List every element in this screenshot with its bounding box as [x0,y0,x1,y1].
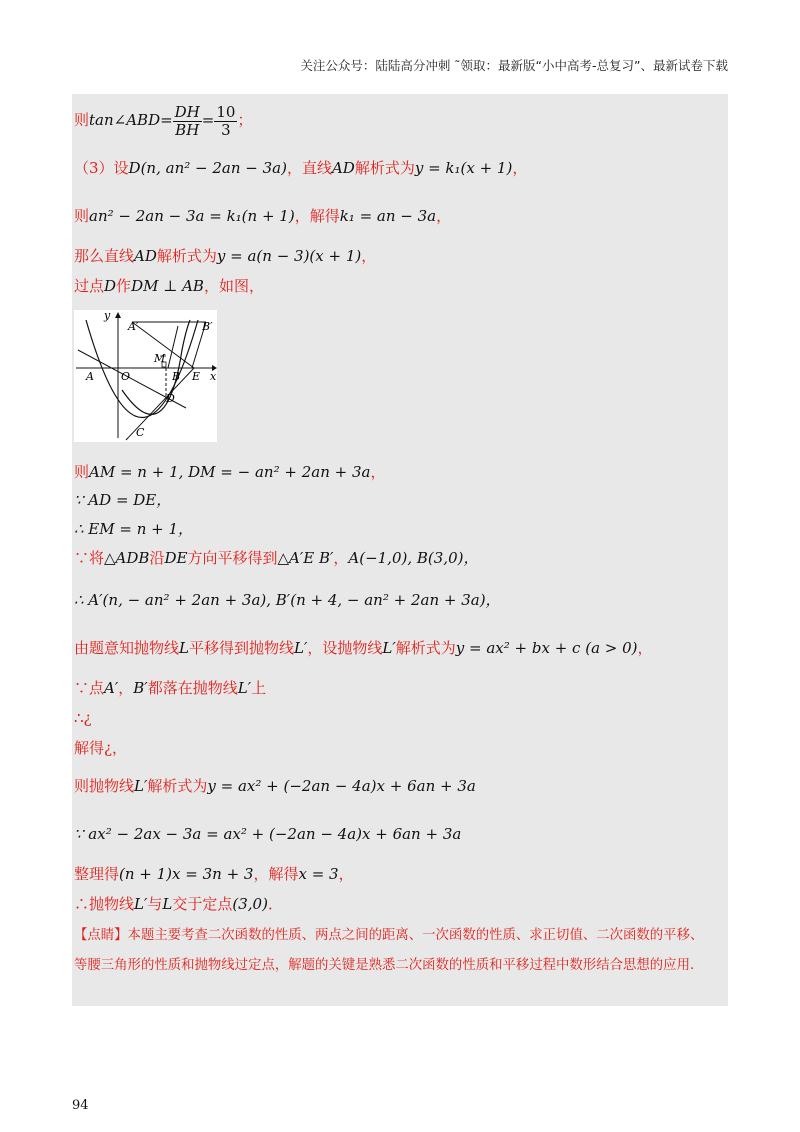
text: ， [512,159,528,177]
math: an² − 2an − 3a = k₁(n + 1) [89,207,295,225]
text: 解析式为 [395,639,456,657]
fraction-denominator: 3 [221,120,231,139]
text: ，直线 [286,159,332,177]
math: y = k₁(x + 1) [414,159,513,177]
text: ，解得 [253,865,299,883]
math: L′ [134,895,148,913]
line-solved: 解得¿， [74,739,128,757]
line-part3-setup [74,158,527,178]
math: L′ [237,679,252,697]
text: 整理得 [74,865,120,883]
line-fixed-point [74,894,283,914]
math: L [162,895,173,913]
segment-to-b [168,326,178,368]
line-l-prime-expression [74,776,476,796]
line-therefore: ∴¿ [74,709,92,727]
text: 作 [116,277,132,295]
fraction-10-3 [214,104,237,139]
math: x = 3 [298,865,339,883]
text: 解析式为 [147,777,208,795]
line-tan-result: 则tan∠ABD= $\frac{DH}{BH}$ = $\frac{10}{3}$ ； [74,102,253,139]
text: ， [361,247,377,265]
text: 与 [147,895,163,913]
text: 解析式为 [156,247,217,265]
math: AM = n + 1, DM = − an² + 2an + 3a [89,463,371,481]
label-b-prime: B′ [202,320,213,333]
label-y: y [104,310,111,322]
line-equation: ∵ ax² − 2ax − 3a = ax² + (−2an − 4a)x + 6an + 3a [74,825,462,843]
line-ad-expression [74,246,376,266]
text: 上 [251,679,267,697]
text: ∴抛物线 [74,895,135,913]
line-translate [74,548,478,568]
math: D [104,277,117,295]
math: DM ⊥ AB [131,277,204,295]
line-a-b-prime-coords: ∴ A′(n, − an² + 2an + 3a), B′(n + 4, − an² + 2an + 3a)， [74,591,501,609]
label-a: A [86,370,94,383]
math: D(n, an² − 2an − 3a) [128,159,287,177]
text: ． [267,895,283,913]
math: DE [164,549,188,567]
label-o: O [121,370,131,383]
y-axis-arrow [115,312,121,318]
text: ，解得 [294,207,340,225]
text: 则抛物线 [74,777,135,795]
text: 则 [74,207,90,225]
tan-expression: tan∠ABD= [89,111,173,129]
math: (n + 1)x = 3n + 3 [119,865,254,883]
line-am-dm [74,462,385,482]
text: ， [370,463,386,481]
label-b: B [172,370,181,383]
text: 平移得到抛物线 [188,639,294,657]
line-parabola-l-prime [74,638,653,658]
math: AD [134,247,157,265]
text: ， [637,639,653,657]
text: （3）设 [74,159,129,177]
label-c: C [136,426,145,439]
math: L′ [382,639,396,657]
label-m: M [154,352,166,365]
label-x: x [210,370,217,383]
text: 都落在抛物线 [147,679,238,697]
math: A(−1,0), B(3,0)， [348,549,479,567]
text: 那么直线 [74,247,135,265]
math: △ADB [104,549,150,567]
text: ， [338,865,354,883]
math: L′ [134,777,148,795]
text: ∵点 [74,679,105,697]
math: y = a(n − 3)(x + 1) [216,247,362,265]
text: ，如图， [203,277,264,295]
page-number: 94 [72,1098,89,1113]
text: 方向平移得到 [187,549,278,567]
fraction-numerator: 10 [216,102,236,121]
line-solve-k1 [74,206,451,226]
label-e: E [192,370,201,383]
text: 解析式为 [354,159,415,177]
math: y = ax² + bx + c (a > 0) [455,639,638,657]
text: 交于定点 [172,895,233,913]
math: B′ [133,679,148,697]
text: ， [118,679,134,697]
commentary-line-1: 【点睛】本题主要考查二次函数的性质、两点之间的距离、一次函数的性质、求正切值、二次函数的平移、 [74,928,704,943]
parabola-l-prime [122,320,190,414]
text: ， [436,207,452,225]
math: △A′E B′ [277,549,334,567]
text: ∵将 [74,549,105,567]
parabola-l [86,320,201,418]
fraction-denominator: BH [175,120,200,139]
fraction-dh-bh [173,104,202,139]
line-em: ∴ EM = n + 1， [74,520,194,538]
text: 过点 [74,277,105,295]
text: 沿 [149,549,165,567]
fraction-numerator: DH [174,102,200,121]
text: ， [333,549,349,567]
math: L′ [294,639,308,657]
line-points-on-parabola [74,678,266,698]
commentary-line-2: 等腰三角形的性质和抛物线过定点，解题的关键是熟悉二次函数的性质和平移过程中数形结合思想的应用． [74,958,704,973]
math: L [179,639,189,657]
math: y = ax² + (−2an − 4a)x + 6an + 3a [207,777,476,795]
label-d: D [166,392,175,405]
line-simplify [74,864,354,884]
math: AD [331,159,355,177]
text: ，设抛物线 [307,639,383,657]
punct: ； [237,111,253,129]
line-dm-perp [74,276,264,296]
geometry-figure [74,310,217,442]
text-then: 则 [74,111,90,129]
figure-svg [74,310,217,442]
math: (3,0) [232,895,268,913]
text: 则 [74,463,90,481]
label-a-prime: A′ [128,320,139,333]
math: k₁ = an − 3a [339,207,437,225]
page-header: 关注公众号：陆陆高分冲刺 ˜领取：最新版“小中高考-总复习”、最新试卷下载 [300,58,728,73]
line-ad-de: ∵ AD = DE， [74,491,172,509]
math: A′ [104,679,119,697]
text: 由题意知抛物线 [74,639,180,657]
